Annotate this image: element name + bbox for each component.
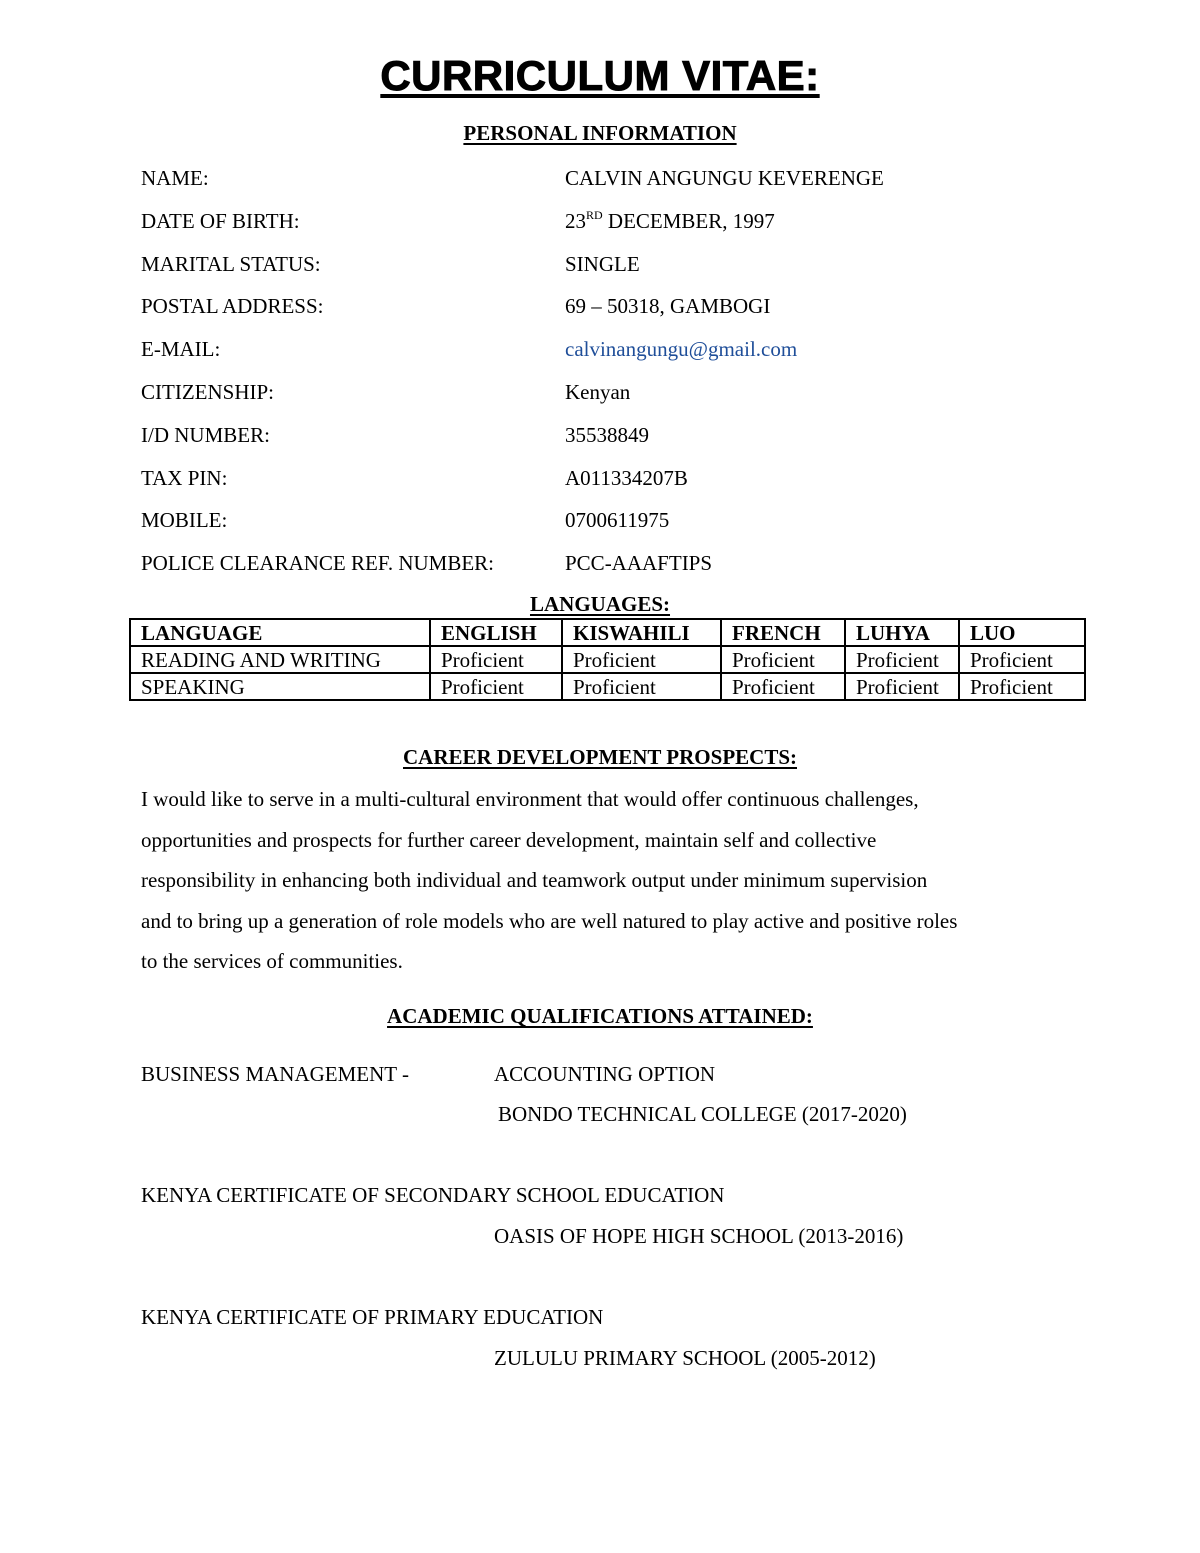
qualification-institution: OASIS OF HOPE HIGH SCHOOL (2013-2016) [494, 1224, 904, 1248]
paragraph-line: opportunities and prospects for further career development, maintain self and collective [141, 827, 877, 852]
qualification-title: KENYA CERTIFICATE OF PRIMARY EDUCATION [141, 1305, 604, 1329]
info-label: MOBILE: [141, 508, 228, 533]
table-header-row [130, 619, 1085, 646]
email-link[interactable]: calvinangungu@gmail.com [565, 337, 798, 362]
table-cell: Proficient [721, 646, 845, 673]
table-cell: Proficient [430, 646, 562, 673]
info-label: DATE OF BIRTH: [141, 208, 300, 233]
info-value: Kenyan [565, 379, 631, 404]
info-label: MARITAL STATUS: [141, 251, 321, 276]
info-value [565, 207, 1101, 250]
info-row-mobile [141, 506, 1101, 549]
table-cell: Proficient [845, 673, 959, 700]
info-value: PCC-AAAFTIPS [565, 551, 713, 576]
info-label: POLICE CLEARANCE REF. NUMBER: [141, 551, 495, 576]
info-row-police-clearance [141, 549, 1101, 592]
paragraph-line: I would like to serve in a multi-cultural environment that would offer continuous challenges, [141, 787, 919, 811]
qualification-institution: ZULULU PRIMARY SCHOOL (2005-2012) [494, 1346, 876, 1370]
table-header-cell: LUO [959, 619, 1085, 646]
qualification-title: BUSINESS MANAGEMENT - [141, 1062, 409, 1086]
paragraph-line: responsibility in enhancing both individual and teamwork output under minimum supervision [141, 868, 928, 892]
table-row [130, 646, 1085, 673]
qualification-institution: BONDO TECHNICAL COLLEGE (2017-2020) [498, 1102, 907, 1126]
info-value: 0700611975 [565, 508, 670, 533]
dob-ordinal: RD [586, 207, 603, 222]
table-cell: Proficient [959, 646, 1085, 673]
qualification-title: KENYA CERTIFICATE OF SECONDARY SCHOOL EDUCATION [141, 1183, 725, 1207]
info-value: A011334207B [565, 465, 688, 490]
qualification-option: ACCOUNTING OPTION [494, 1062, 716, 1086]
table-cell: READING AND WRITING [130, 646, 430, 673]
info-value: 35538849 [565, 422, 649, 447]
info-label: TAX PIN: [141, 465, 228, 490]
table-cell: SPEAKING [130, 673, 430, 700]
dob-day: 23 [565, 208, 586, 233]
info-value: 69 – 50318, GAMBOGI [565, 294, 771, 319]
table-cell: Proficient [959, 673, 1085, 700]
paragraph-line: and to bring up a generation of role models who are well natured to play active and positive roles [141, 908, 958, 933]
document-title: CURRICULUM VITAE: [380, 52, 820, 99]
table-cell: Proficient [562, 673, 721, 700]
info-row-tax-pin [141, 464, 1101, 507]
info-row-name [141, 164, 1101, 207]
career-paragraph [141, 783, 1071, 986]
table-header-cell: KISWAHILI [562, 619, 721, 646]
info-label: I/D NUMBER: [141, 422, 270, 447]
paragraph-line: to the services of communities. [141, 949, 403, 973]
table-header-cell: ENGLISH [430, 619, 562, 646]
table-header-cell: FRENCH [721, 619, 845, 646]
languages-heading: LANGUAGES: [529, 592, 671, 616]
table-cell: Proficient [721, 673, 845, 700]
table-cell: Proficient [562, 646, 721, 673]
info-row-marital-status [141, 250, 1101, 293]
table-cell: Proficient [845, 646, 959, 673]
info-label: CITIZENSHIP: [141, 379, 274, 404]
table-header-cell: LUHYA [845, 619, 959, 646]
dob-rest: DECEMBER, 1997 [602, 208, 775, 233]
personal-info-heading: PERSONAL INFORMATION [463, 121, 737, 145]
info-row-id-number [141, 421, 1101, 464]
info-label: POSTAL ADDRESS: [141, 294, 324, 319]
info-row-postal-address [141, 292, 1101, 335]
info-label: E-MAIL: [141, 337, 221, 362]
academic-heading: ACADEMIC QUALIFICATIONS ATTAINED: [387, 1004, 813, 1028]
info-row-email [141, 335, 1101, 378]
personal-info-list [141, 164, 1101, 592]
languages-table [129, 618, 1086, 701]
career-heading: CAREER DEVELOPMENT PROSPECTS: [403, 745, 797, 769]
info-value: CALVIN ANGUNGU KEVERENGE [565, 166, 884, 190]
info-value: SINGLE [565, 251, 640, 276]
info-row-dob [141, 207, 1101, 250]
info-row-citizenship [141, 378, 1101, 421]
table-row [130, 673, 1085, 700]
info-label: NAME: [141, 166, 209, 190]
table-header-cell: LANGUAGE [130, 619, 430, 646]
table-cell: Proficient [430, 673, 562, 700]
